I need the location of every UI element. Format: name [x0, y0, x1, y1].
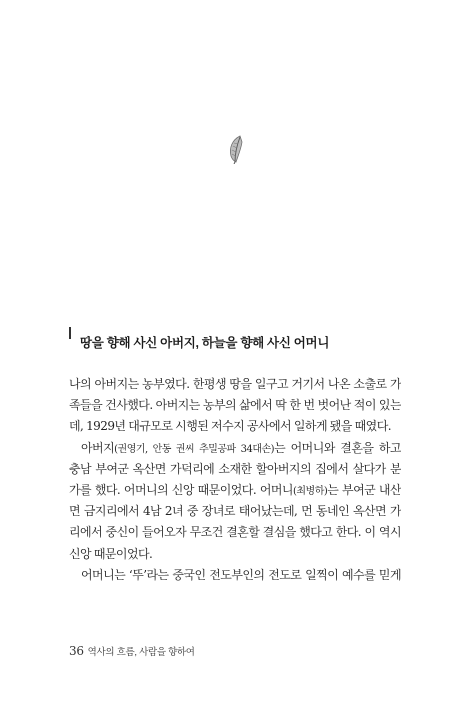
page-number: 36 [69, 644, 84, 658]
text-fragment: 는 어머니와 결혼을 하고 [274, 440, 401, 455]
text-line: 면 금지리에서 4남 2녀 중 장녀로 태어났는데, 먼 동네인 옥산면 가 [69, 504, 401, 519]
running-title: 역사의 흐름, 사람을 향하여 [87, 647, 195, 658]
text-line: 어머니는 ‘뚜’라는 중국인 전도부인의 전도로 일찍이 예수를 믿게 [81, 567, 401, 582]
text-line: 충남 부여군 옥산면 가덕리에 소재한 할아버지의 집에서 살다가 분 [69, 461, 401, 476]
text-fragment: 아버지 [81, 440, 115, 455]
text-fragment: 가를 했다. 어머니의 신앙 때문이었다. 어머니 [69, 482, 293, 497]
text-line [69, 438, 401, 459]
text-line: 신앙 때문이었다. [69, 546, 153, 561]
page-footer [69, 642, 195, 660]
body-text [69, 374, 401, 586]
text-fragment: 는 부여군 내산 [327, 482, 401, 497]
text-line: 족들을 건사했다. 아버지는 농부의 삶에서 딱 한 번 벗어난 적이 있는 [69, 398, 401, 413]
text-line: 나의 아버지는 농부였다. 한평생 땅을 일구고 거기서 나온 소출로 가 [69, 377, 401, 391]
section-heading: 땅을 향해 사신 아버지, 하늘을 향해 사신 어머니 [80, 336, 330, 350]
text-line: 리에서 중신이 들어오자 무조건 결혼할 결심을 했다고 한다. 이 역시 [69, 525, 401, 540]
text-line [69, 480, 401, 501]
heading-marker [69, 327, 71, 339]
parenthetical-note: (최병하) [292, 485, 328, 497]
feather-quill-icon [226, 134, 248, 164]
parenthetical-note: (권영기, 안동 권씨 추밀공파 34대손) [114, 443, 275, 455]
text-line: 데, 1929년 대규모로 시행된 저수지 공사에서 일하게 됐을 때였다. [69, 419, 391, 434]
